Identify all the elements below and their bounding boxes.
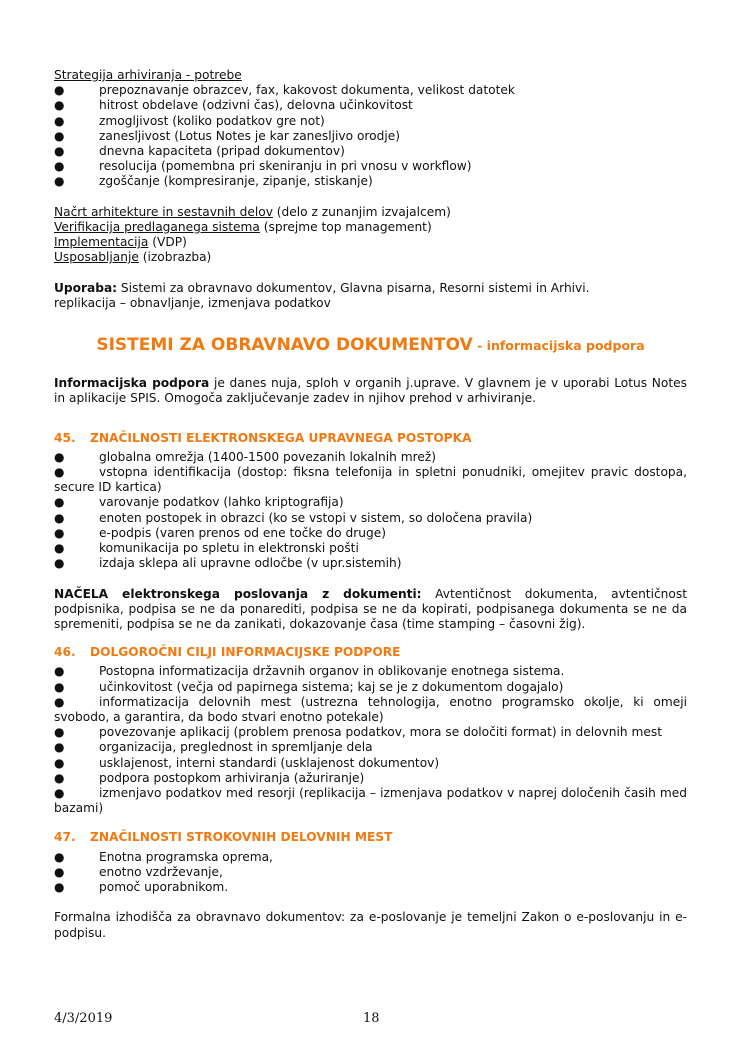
section-46-heading: 46. DOLGOROČNI CILJI INFORMACIJSKE PODPORE	[54, 645, 401, 660]
bullet-icon: ●	[54, 128, 65, 143]
bullet-icon: ●	[54, 880, 65, 895]
list-item: ● podpora postopkom arhiviranja (ažuriranje)	[54, 770, 365, 785]
bullet-icon: ●	[54, 113, 65, 128]
usage-line: Uporaba: Sistemi za obravnavo dokumentov, Glavna pisarna, Resorni sistemi in Arhivi.	[54, 280, 590, 295]
bullet-icon: ●	[54, 755, 65, 770]
bullet-icon: ●	[54, 525, 65, 540]
bullet-icon: ●	[54, 144, 65, 159]
list-item: ● e-podpis (varen prenos od ene točke do druge)	[54, 525, 386, 540]
list-item: ● resolucija (pomembna pri skeniranju in pri vnosu v workflow)	[54, 159, 472, 174]
bullet-icon: ●	[54, 740, 65, 755]
bullet-icon: ●	[54, 849, 65, 864]
bullet-icon: ●	[54, 83, 65, 98]
bullet-icon: ●	[54, 864, 65, 879]
list-item: ● izmenjavo podatkov med resorji (replikacija – izmenjava podatkov v naprej določenih časih med bazami)	[54, 786, 687, 816]
phase-line: Verifikacija predlaganega sistema (sprejme top management)	[54, 220, 432, 235]
bullet-icon: ●	[54, 770, 65, 785]
bullet-icon: ●	[54, 556, 65, 571]
list-item: ● povezovanje aplikacij (problem prenosa podatkov, mora se določiti format) in delovnih mest	[54, 725, 663, 740]
list-item: ● organizacija, preglednost in spremljanje dela	[54, 740, 373, 755]
phase-line: Načrt arhitekture in sestavnih delov (delo z zunanjim izvajalcem)	[54, 204, 451, 219]
section-title: SISTEMI ZA OBRAVNAVO DOKUMENTOV - informacijska podpora	[96, 335, 645, 356]
info-paragraph: Informacijska podpora je danes nuja, sploh v organih j.uprave. V glavnem je v uporabi Lotus Notes in aplikacije SPIS. Omogoča zaključevanje zadev in njihov prehod v arhiviranje.	[54, 376, 687, 406]
list-item: ● pomoč uporabnikom.	[54, 880, 229, 895]
bullet-icon: ●	[54, 541, 65, 556]
list-item: ● vstopna identifikacija (dostop: fiksna telefonija in spletni ponudniki, omejitev pravic dostopa, secure ID kartica)	[54, 465, 687, 495]
document-page	[54, 68, 687, 941]
phase-line: Usposabljanje (izobrazba)	[54, 250, 212, 265]
list-item: ● usklajenost, interni standardi (usklajenost dokumentov)	[54, 755, 440, 770]
list-item: ● izdaja sklepa ali upravne odločbe (v upr.sistemih)	[54, 556, 402, 571]
list-item: ● dnevna kapaciteta (pripad dokumentov)	[54, 144, 345, 159]
bullet-icon: ●	[54, 98, 65, 113]
list-item: ● globalna omrežja (1400-1500 povezanih lokalnih mrež)	[54, 449, 436, 464]
section-45-heading: 45. ZNAČILNOSTI ELEKTRONSKEGA UPRAVNEGA POSTOPKA	[54, 430, 472, 445]
list-item: ● Postopna informatizacija državnih organov in oblikovanje enotnega sistema.	[54, 664, 565, 679]
list-item: ● enoten postopek in obrazci (ko se vstopi v sistem, so določena pravila)	[54, 510, 533, 525]
bullet-icon: ●	[54, 159, 65, 174]
strategy-list	[54, 83, 687, 189]
usage-line-2: replikacija – obnavljanje, izmenjava podatkov	[54, 296, 331, 311]
section-47-list	[54, 850, 687, 896]
list-item: ● enotno vzdrževanje,	[54, 864, 223, 879]
list-item: ● zanesljivost (Lotus Notes je kar zanesljivo orodje)	[54, 128, 400, 143]
list-item: ● hitrost obdelave (odzivni čas), delovna učinkovitost	[54, 98, 413, 113]
bullet-icon: ●	[54, 679, 65, 694]
footer-date: 4/3/2019	[54, 1011, 113, 1026]
section-46-list	[54, 664, 687, 816]
bullet-icon: ●	[54, 449, 65, 464]
bullet-icon: ●	[54, 510, 65, 525]
principles-paragraph: NAČELA elektronskega poslovanja z dokumenti: Avtentičnost dokumenta, avtentičnost podpisnika, podpisa se ne da ponarediti, podpisa se ne da kopirati, podpisanega dokumenta se ne da spremeniti, podpisa se ne da zanikati, dokazovanje časa (time stamping – časovni žig).	[54, 586, 687, 632]
list-item: ● informatizacija delovnih mest (ustrezna tehnologija, enotno programsko okolje, ki omeji svobodo, a garantira, da bodo stvari enotno potekale)	[54, 694, 687, 725]
footer-page-number: 18	[363, 1011, 380, 1026]
section-47-heading: 47. ZNAČILNOSTI STROKOVNIH DELOVNIH MEST	[54, 830, 393, 845]
phase-line: Implementacija (VDP)	[54, 235, 187, 250]
bullet-icon: ●	[54, 174, 65, 189]
list-item: ● učinkovitost (večja od papirnega sistema; kaj se je z dokumentom dogajalo)	[54, 679, 564, 694]
bullet-icon: ●	[54, 664, 65, 679]
list-item: ● komunikacija po spletu in elektronski pošti	[54, 541, 359, 556]
list-item: ● prepoznavanje obrazcev, fax, kakovost dokumenta, velikost datotek	[54, 83, 515, 98]
bullet-icon: ●	[54, 725, 65, 740]
list-item: ● Enotna programska oprema,	[54, 849, 273, 864]
section-45-list	[54, 450, 687, 572]
bullet-icon: ●	[54, 495, 65, 510]
closing-paragraph: Formalna izhodišča za obravnavo dokumentov: za e-poslovanje je temeljni Zakon o e-poslovanju in e-podpisu.	[54, 910, 687, 940]
list-item: ● zgoščanje (kompresiranje, zipanje, stiskanje)	[54, 174, 373, 189]
strategy-heading: Strategija arhiviranja - potrebe	[54, 68, 242, 82]
list-item: ● zmogljivost (koliko podatkov gre not)	[54, 113, 325, 128]
list-item: ● varovanje podatkov (lahko kriptografija)	[54, 495, 344, 510]
